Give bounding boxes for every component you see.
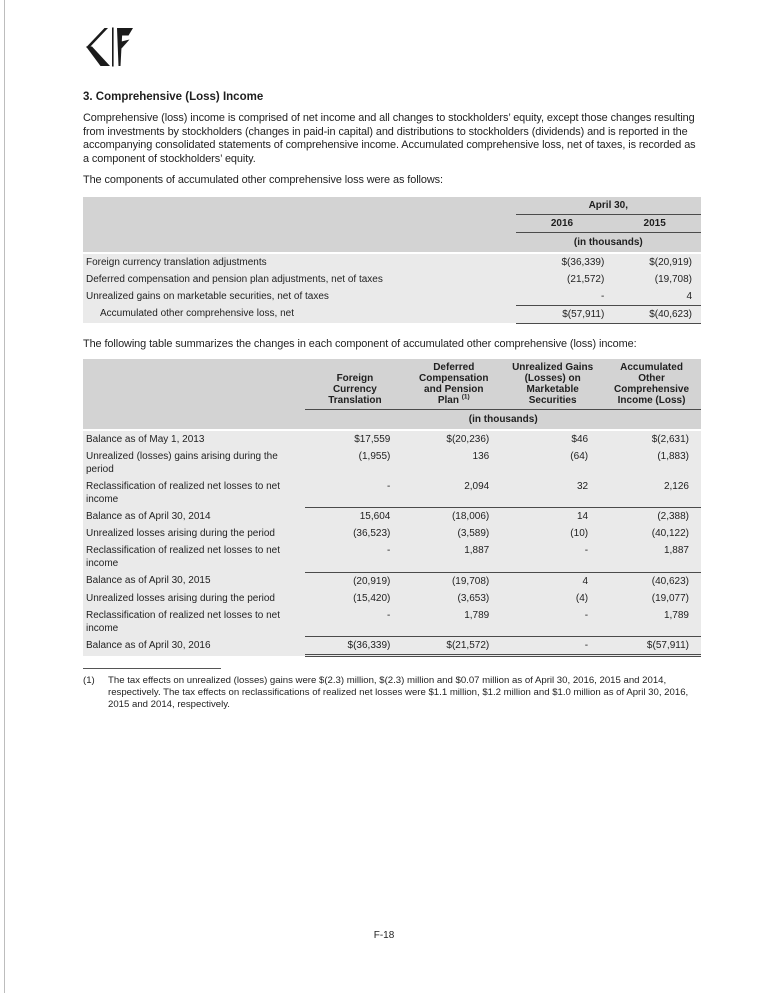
table-row [83,359,701,410]
empty-cell [83,409,305,430]
table-row [83,590,701,607]
components-table-header [83,197,701,253]
cell-value: (18,006) [404,508,503,526]
cell-value: (19,708) [404,572,503,590]
cell-value: (1,883) [602,448,701,478]
footnote [83,675,701,712]
units-note: (in thousands) [516,232,701,253]
cell-2016: - [516,288,609,306]
column-group-header: April 30, [516,197,701,215]
changes-table [83,359,701,658]
cell-value: - [503,607,602,637]
cell-value: 1,887 [602,542,701,572]
section-heading: 3. Comprehensive (Loss) Income [83,91,264,103]
empty-cell [83,359,305,410]
cell-value: 2,126 [602,478,701,508]
table-row [83,542,701,572]
row-label: Balance as of April 30, 2016 [83,637,305,656]
page-number: F-18 [373,930,395,941]
cell-value: (1,955) [305,448,404,478]
changes-lead-paragraph: The following table summarizes the changes in each component of accumulated other comprehensive (loss) income: [83,337,637,350]
footnote-reference: (1) [461,393,470,401]
empty-cell [83,232,516,253]
table-balance-row [83,572,701,590]
cell-2015: $(40,623) [608,305,701,323]
row-label: Unrealized (losses) gains arising during the period [83,448,305,478]
table-row [83,214,701,232]
cell-value: 32 [503,478,602,508]
table-row [83,197,701,215]
year-column-header: 2015 [608,214,701,232]
intro-paragraph: Comprehensive (loss) income is comprised of net income and all changes to stockholders’ equity, except those changes resulting from investments by stockholders (changes in paid-in capital) and distributions to stockholders (dividends) and is reported in the accompanying consolidated statements of comprehensive income. Accumulated comprehensive loss, net of taxes, is recorded as a component of stockholders’ equity. [83,112,696,165]
cell-value: - [305,607,404,637]
cell-value: $(36,339) [305,637,404,656]
column-header-unrealized-gains: Unrealized Gains (Losses) on Marketable Securities [503,359,602,410]
row-label: Accumulated other comprehensive loss, net [83,305,516,323]
cell-value: 1,789 [602,607,701,637]
cell-2016: $(57,911) [516,305,609,323]
cell-value: 2,094 [404,478,503,508]
row-label: Foreign currency translation adjustments [83,253,516,271]
logo-container [83,27,701,68]
cell-value: (15,420) [305,590,404,607]
empty-cell [83,214,516,232]
empty-cell [83,197,516,215]
row-label: Reclassification of realized net losses to net income [83,478,305,508]
footnote-marker: (1) [83,675,95,687]
cell-value: (36,523) [305,525,404,542]
table-row [83,288,701,306]
column-header-accumulated-other: Accumulated Other Comprehensive Income (Loss) [602,359,701,410]
cell-value: (64) [503,448,602,478]
cell-value: 1,887 [404,542,503,572]
row-label: Balance as of April 30, 2014 [83,508,305,526]
units-note: (in thousands) [305,409,701,430]
table-balance-row [83,508,701,526]
cell-2015: 4 [608,288,701,306]
cell-value: $46 [503,430,602,448]
cell-value: - [305,542,404,572]
table-row [83,430,701,448]
korn-ferry-logo-icon [83,27,135,67]
cell-value: (40,623) [602,572,701,590]
cell-value: (20,919) [305,572,404,590]
cell-value: 1,789 [404,607,503,637]
cell-value: - [503,637,602,656]
cell-value: (19,077) [602,590,701,607]
cell-value: 14 [503,508,602,526]
cell-value: - [503,542,602,572]
footnote-text: The tax effects on unrealized (losses) gains were $(2.3) million, $(2.3) million and $0.07 million as of April 30, 2016, 2015 and 2014, respectively. The tax effects on reclassifications of realized net losses were $1.1 million, $1.2 million and $1.0 million as of April 30, 2016, 2015 and 2014, respectively. [108,675,689,711]
cell-value: (40,122) [602,525,701,542]
row-label: Balance as of April 30, 2015 [83,572,305,590]
table-row [83,525,701,542]
cell-value: $(57,911) [602,637,701,656]
components-table-body [83,253,701,324]
column-header-foreign-currency: Foreign Currency Translation [305,359,404,410]
page-edge-line [4,0,5,993]
table-row [83,253,701,271]
cell-value: $(2,631) [602,430,701,448]
page-content [83,0,701,712]
column-header-deferred-compensation: Deferred Compensation and Pension Plan $^{(1)}$ [404,359,503,410]
row-label: Unrealized losses arising during the period [83,590,305,607]
components-table [83,197,701,324]
cell-value: $17,559 [305,430,404,448]
table-row [83,448,701,478]
cell-value: (4) [503,590,602,607]
cell-2016: (21,572) [516,271,609,288]
row-label: Unrealized losses arising during the period [83,525,305,542]
row-label: Balance as of May 1, 2013 [83,430,305,448]
table-total-row [83,637,701,656]
cell-value: $(20,236) [404,430,503,448]
cell-value: (10) [503,525,602,542]
cell-2015: (19,708) [608,271,701,288]
changes-table-body [83,430,701,656]
cell-value: (3,589) [404,525,503,542]
components-lead-paragraph: The components of accumulated other comprehensive loss were as follows: [83,174,443,187]
row-label: Reclassification of realized net losses to net income [83,607,305,637]
table-row [83,607,701,637]
table-row [83,478,701,508]
year-column-header: 2016 [516,214,609,232]
changes-table-header [83,359,701,430]
table-row [83,409,701,430]
cell-2015: $(20,919) [608,253,701,271]
cell-value: 136 [404,448,503,478]
cell-value: (3,653) [404,590,503,607]
row-label: Unrealized gains on marketable securities, net of taxes [83,288,516,306]
table-row [83,271,701,288]
table-row [83,232,701,253]
cell-value: $(21,572) [404,637,503,656]
cell-value: 15,604 [305,508,404,526]
row-label: Deferred compensation and pension plan adjustments, net of taxes [83,271,516,288]
cell-value: 4 [503,572,602,590]
cell-value: (2,388) [602,508,701,526]
cell-2016: $(36,339) [516,253,609,271]
row-label: Reclassification of realized net losses to net income [83,542,305,572]
table-total-row [83,305,701,323]
footnote-divider [83,668,221,669]
cell-value: - [305,478,404,508]
